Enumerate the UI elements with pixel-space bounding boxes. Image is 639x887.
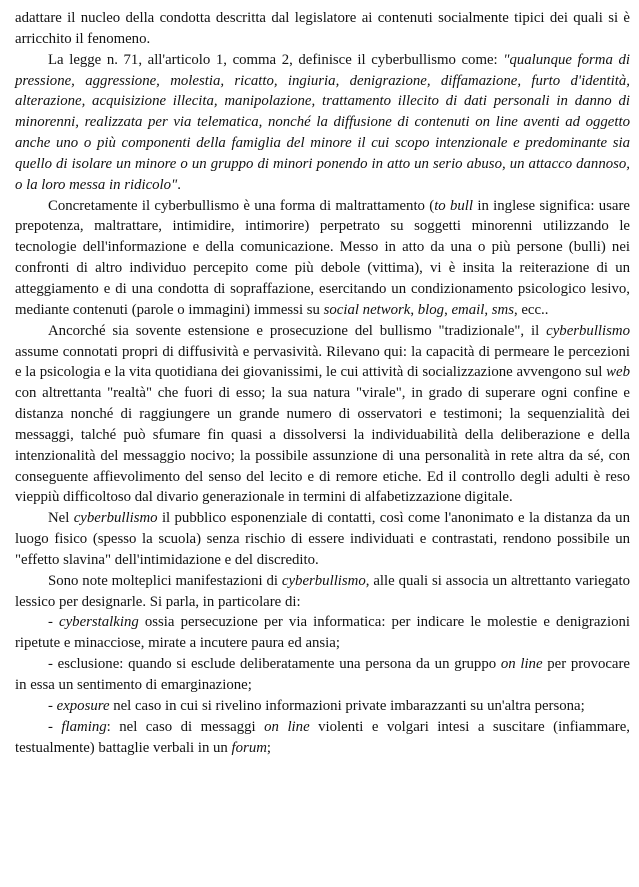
paragraph-manifestations: Sono note molteplici manifestazioni di cyberbullismo, alle quali si associa un altrettanto variegato lessico per designarle. Si parla, in particolare di:: [15, 572, 630, 610]
list-item-exposure: - exposure nel caso in cui si rivelino informazioni private imbarazzanti su un'altra persona;: [48, 697, 585, 714]
list-item-cyberstalking: - cyberstalking ossia persecuzione per via informatica: per indicare le molestie e denigrazioni ripetute e minacciose, mirate a incutere paura ed ansia;: [15, 614, 630, 652]
paragraph-legal-definition: La legge n. 71, all'articolo 1, comma 2, definisce il cyberbullismo come: "qualunque forma di pressione, aggressione, molestia, ricatto, ingiuria, denigrazione, diffamazione, furto d'identità, alterazione, acquisizione illecita, manipolazione, trattamento illecito di dati personali in danno di minorenni, realizzata per via telematica, nonché la diffusione di contenuti on line aventi ad oggetto anche uno o più componenti della famiglia del minore il cui scopo intenzionale e predominante sia quello di isolare un minore o un gruppo di minori ponendo in atto un serio abuso, un attacco dannoso, o la loro messa in ridicolo".: [15, 51, 630, 193]
paragraph-characteristics: Ancorché sia sovente estensione e prosecuzione del bullismo "tradizionale", il cyberbullismo assume connotati propri di diffusività e pervasività. Rilevano qui: la capacità di permeare le percezioni e la psicologia e la vita quotidiana dei giovanissimi, le cui attività di socializzazione avvengono sul web con altrettanta "realtà" che fuori di esso; la sua natura "virale", in grado di superare ogni confine e distanza nonché di raggiungere un grande numero di osservatori e testimoni; la sequenzialità dei messaggi, talché può sfumare fin quasi a dissolversi la individuabilità della deliberazione e della intenzionalità del messaggio nocivo; la possibile assunzione di una personalità in rete altra da sé, con conseguente affievolimento del senso del lecito e di remore etiche. Ed il controllo degli adulti è reso vieppiù difficoltoso dal divario generazionale in termini di alfabetizzazione digitale.: [15, 322, 630, 506]
paragraph-concrete-definition: Concretamente il cyberbullismo è una forma di maltrattamento (to bull in inglese significa: usare prepotenza, maltrattare, intimidire, intimorire) perpetrato su soggetti minorenni utilizzando le tecnologie dell'informazione e della comunicazione. Messo in atto da una o più persone (bulli) nei confronti di altro individuo percepito come più debole (vittima), vi è insita la reiterazione di un atteggiamento e di una condotta di sopraffazione, esercitando un condizionamento psicologico lesivo, mediante contenuti (parole o immagini) immessi su social network, blog, email, sms, ecc..: [15, 197, 630, 318]
paragraph-avalanche-effect: Nel cyberbullismo il pubblico esponenziale di contatti, così come l'anonimato e la distanza da un luogo fisico (spesso la scuola) senza rischio di essere individuati e contrastati, rendono possibile un "effetto slavina" dell'intimidazione e del discredito.: [15, 510, 630, 568]
list-item-exclusion: - esclusione: quando si esclude deliberatamente una persona da un gruppo on line per provocare in essa un sentimento di emarginazione;: [15, 656, 630, 693]
list-item-flaming: - flaming: nel caso di messaggi on line violenti e volgari intesi a suscitare (infiammare, testualmente) battaglie verbali in un forum;: [15, 718, 630, 756]
paragraph-continuation: adattare il nucleo della condotta descritta dal legislatore ai contenuti socialmente tipici dei quali si è arricchito il fenomeno.: [15, 10, 630, 47]
